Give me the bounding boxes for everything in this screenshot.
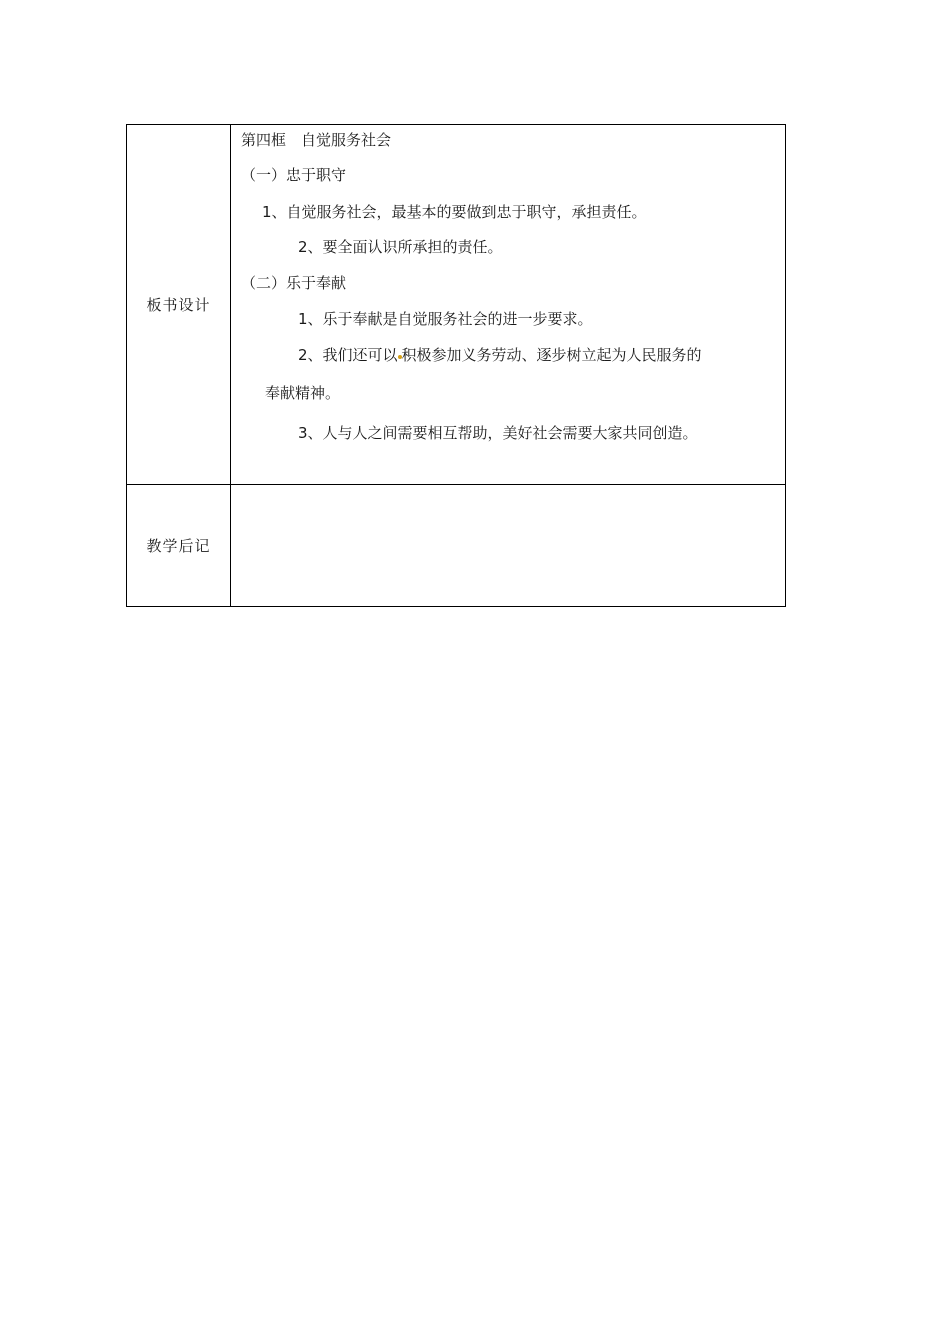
teaching-notes-content <box>231 485 786 607</box>
section2-item-2 <box>298 345 702 365</box>
section2-item-2-part-b: 积极参加义务劳动、逐步树立起为人民服务的 <box>401 346 702 364</box>
section2-item-2-part-a: 2、我们还可以 <box>298 346 398 364</box>
board-design-row <box>127 125 786 485</box>
section2-item-2-continuation: 奉献精神。 <box>265 384 341 402</box>
lesson-table <box>126 124 786 607</box>
board-design-label: 板书设计 <box>127 125 231 485</box>
teaching-notes-label: 教学后记 <box>127 485 231 607</box>
section2-item-3: 3、人与人之间需要相互帮助，美好社会需要大家共同创造。 <box>298 424 698 442</box>
section-heading-2: （二）乐于奉献 <box>241 274 347 292</box>
board-design-content <box>231 125 786 485</box>
section2-item-1: 1、乐于奉献是自觉服务社会的进一步要求。 <box>298 310 593 328</box>
teaching-notes-row <box>127 485 786 607</box>
section-heading-1: （一）忠于职守 <box>241 166 347 184</box>
section1-item-1: 1、自觉服务社会，最基本的要做到忠于职守，承担责任。 <box>262 203 647 221</box>
section1-item-2: 2、要全面认识所承担的责任。 <box>298 238 503 256</box>
board-title: 第四框 自觉服务社会 <box>241 131 392 149</box>
